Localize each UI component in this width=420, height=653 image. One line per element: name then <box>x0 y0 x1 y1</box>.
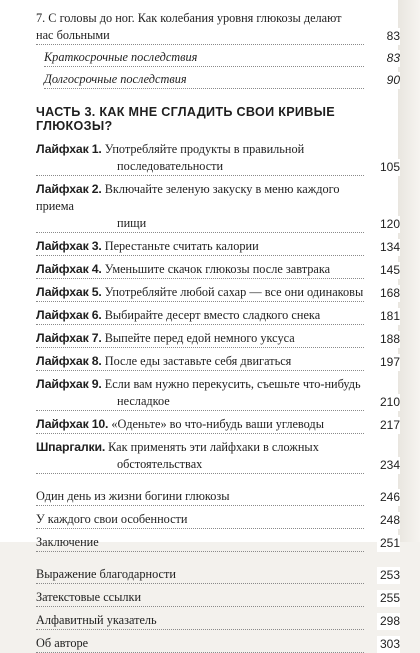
toc-entry[interactable] <box>36 534 400 552</box>
toc-subsection[interactable] <box>36 49 400 67</box>
hack-title-cont: пищи <box>36 215 364 233</box>
hack-title-cont: обстоятельствах <box>36 456 364 474</box>
toc-hack-6[interactable] <box>36 307 400 325</box>
hack-label: Лайфхак 2. <box>36 182 102 196</box>
entry-title: У каждого свои особенности <box>36 511 364 529</box>
toc-entry[interactable] <box>36 589 400 607</box>
hack-title: Выбирайте десерт вместо сладкого снека <box>104 308 321 322</box>
entry-page: 255 <box>377 590 400 607</box>
hack-label: Лайфхак 3. <box>36 239 102 253</box>
hack-page: 134 <box>377 239 400 256</box>
table-of-contents <box>36 10 400 653</box>
toc-hack-3[interactable] <box>36 238 400 256</box>
toc-subsection[interactable] <box>36 71 400 89</box>
toc-hack-8[interactable] <box>36 353 400 371</box>
toc-hack-1[interactable] <box>36 141 400 176</box>
hack-label: Лайфхак 7. <box>36 331 102 345</box>
hack-page: 197 <box>377 354 400 371</box>
hack-page: 145 <box>377 262 400 279</box>
hack-label: Лайфхак 6. <box>36 308 102 322</box>
hack-title-cont: несладкое <box>36 393 364 411</box>
entry-title: Затекстовые ссылки <box>36 589 364 607</box>
hack-label: Лайфхак 9. <box>36 377 102 391</box>
hack-page: 217 <box>377 417 400 434</box>
toc-hack-10[interactable] <box>36 416 400 434</box>
hack-page: 181 <box>377 308 400 325</box>
hack-title: Включайте зеленую закуску в меню каждого приема <box>36 182 340 213</box>
entry-page: 253 <box>377 567 400 584</box>
hack-title: Выпейте перед едой немного уксуса <box>104 331 295 345</box>
entry-page: 251 <box>377 535 400 552</box>
hack-label: Лайфхак 1. <box>36 142 102 156</box>
entry-page: 248 <box>377 512 400 529</box>
hack-page: 188 <box>377 331 400 348</box>
toc-entry[interactable] <box>36 612 400 630</box>
toc-hack-5[interactable] <box>36 284 400 302</box>
next-page-edge <box>398 0 420 542</box>
entry-title: Алфавитный указатель <box>36 612 364 630</box>
hack-label: Шпаргалки. <box>36 440 106 454</box>
entry-title: Заключение <box>36 534 364 552</box>
hack-page: 234 <box>377 457 400 474</box>
entry-title: Об авторе <box>36 635 364 653</box>
chapter-7-title-line1: 7. С головы до ног. Как колебания уровня глюкозы делают <box>36 11 342 25</box>
hack-label: Лайфхак 10. <box>36 417 109 431</box>
entry-page: 298 <box>377 613 400 630</box>
hack-label: Лайфхак 4. <box>36 262 102 276</box>
toc-entry[interactable] <box>36 511 400 529</box>
toc-chapter-7[interactable] <box>36 10 400 45</box>
hack-page: 168 <box>377 285 400 302</box>
chapter-7-page: 83 <box>384 28 400 45</box>
hack-page: 105 <box>377 159 400 176</box>
entry-title: Выражение благодарности <box>36 566 364 584</box>
entry-page: 303 <box>377 636 400 653</box>
toc-hack-7[interactable] <box>36 330 400 348</box>
hack-title: После еды заставьте себя двигаться <box>104 354 292 368</box>
hack-title: Как применять эти лайфхаки в сложных <box>108 440 319 454</box>
hack-page: 210 <box>377 394 400 411</box>
hack-label: Лайфхак 5. <box>36 285 102 299</box>
toc-hack-2[interactable] <box>36 181 400 233</box>
entry-page: 246 <box>377 489 400 506</box>
subsection-page: 83 <box>384 50 400 67</box>
hack-title: «Оденьте» во что-нибудь ваши углеводы <box>111 417 324 431</box>
chapter-7-title-line2: нас больными <box>36 27 364 45</box>
toc-entry[interactable] <box>36 488 400 506</box>
entry-title: Один день из жизни богини глюкозы <box>36 488 364 506</box>
hack-title: Уменьшите скачок глюкозы после завтрака <box>104 262 331 276</box>
toc-entry[interactable] <box>36 566 400 584</box>
hack-title-cont: последовательности <box>36 158 364 176</box>
hack-page: 120 <box>377 216 400 233</box>
toc-hack-4[interactable] <box>36 261 400 279</box>
hack-title: Употребляйте любой сахар — все они одинаковы <box>104 285 364 299</box>
hack-title: Перестаньте считать калории <box>104 239 259 253</box>
hack-title: Если вам нужно перекусить, съешьте что-нибудь <box>104 377 361 391</box>
toc-entry[interactable] <box>36 635 400 653</box>
hack-label: Лайфхак 8. <box>36 354 102 368</box>
subsection-title: Краткосрочные последствия <box>44 49 364 67</box>
toc-cheatsheets[interactable] <box>36 439 400 474</box>
hack-title: Употребляйте продукты в правильной <box>104 142 305 156</box>
part-3-heading: ЧАСТЬ 3. КАК МНЕ СГЛАДИТЬ СВОИ КРИВЫЕ ГЛЮКОЗЫ? <box>36 105 335 133</box>
subsection-title: Долгосрочные последствия <box>44 71 364 89</box>
toc-hack-9[interactable] <box>36 376 400 411</box>
subsection-page: 90 <box>384 72 400 89</box>
